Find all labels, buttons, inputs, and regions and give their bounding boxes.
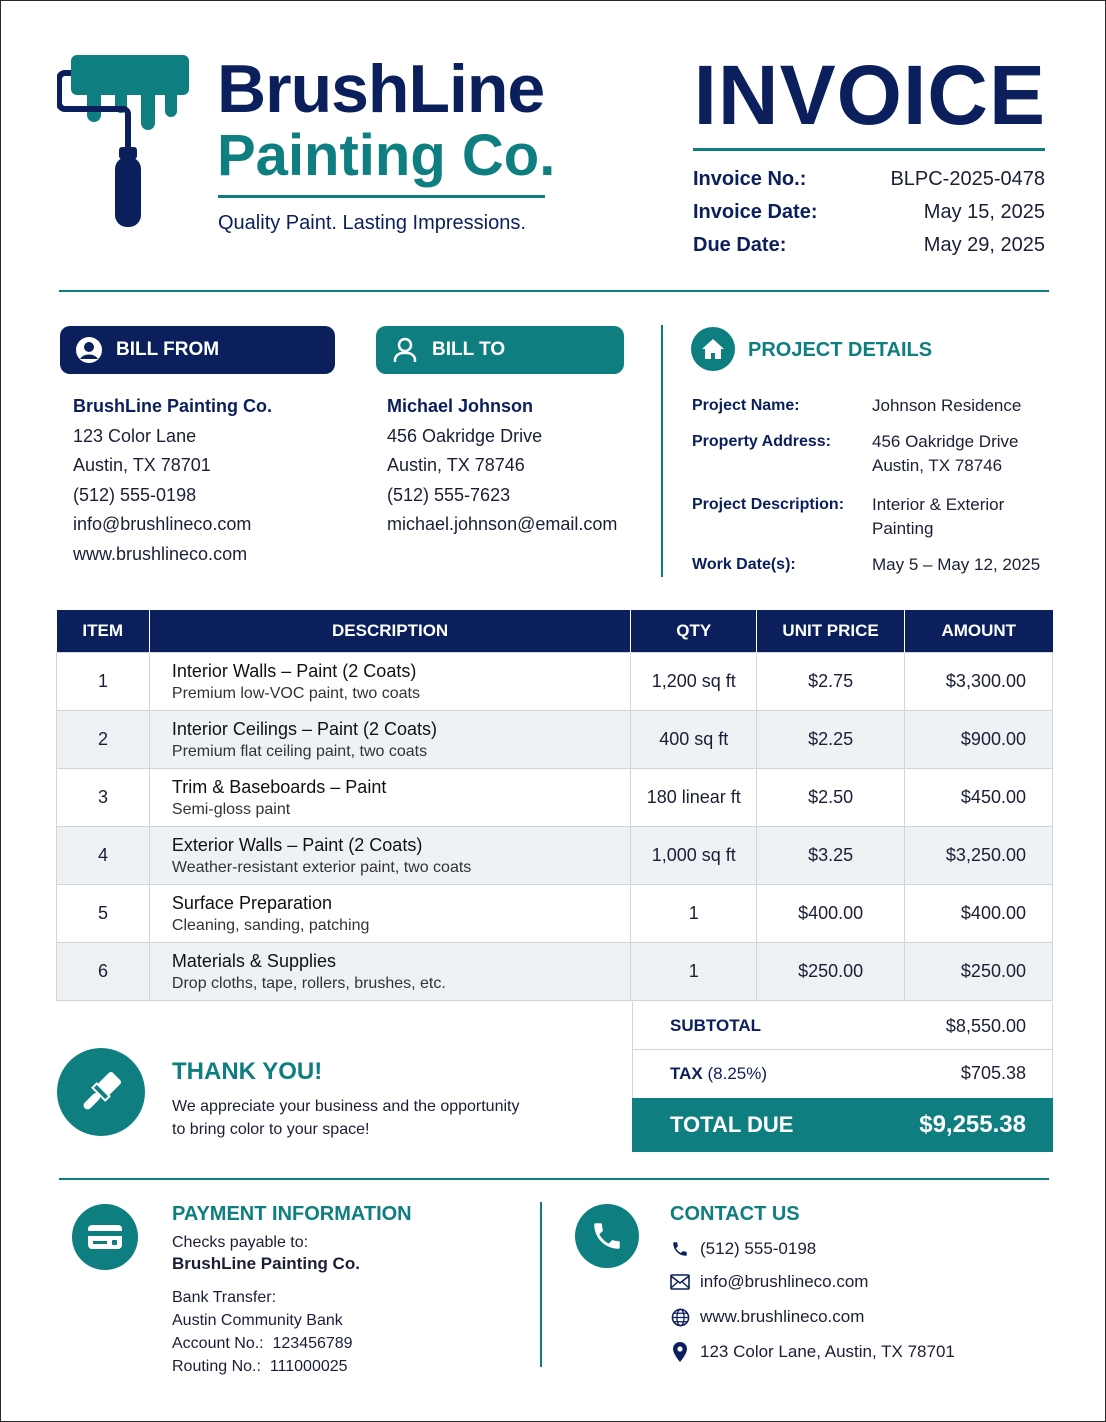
thank-you-title: THANK YOU! <box>172 1058 323 1085</box>
project-name-label: Project Name: <box>692 397 800 414</box>
checks-payable-label: Checks payable to: <box>172 1234 309 1251</box>
phone-small-icon <box>669 1238 691 1260</box>
item-unit-price: $2.75 <box>757 653 905 711</box>
thank-you-line: to bring color to your space! <box>172 1121 370 1138</box>
invoice-date-value: May 15, 2025 <box>923 201 1045 223</box>
bill-from-address <box>73 392 272 569</box>
bank-transfer-label: Bank Transfer: <box>172 1289 277 1306</box>
line-items-table <box>56 610 1053 1001</box>
table-row <box>57 653 1053 711</box>
globe-icon <box>669 1306 691 1328</box>
due-date-row <box>693 234 1045 264</box>
contact-website-text: www.brushlineco.com <box>700 1307 865 1326</box>
item-description <box>149 885 630 943</box>
project-description-line: Painting <box>872 519 934 538</box>
item-title: Trim & Baseboards – Paint <box>171 776 387 797</box>
item-number: 1 <box>57 653 150 711</box>
contact-website <box>669 1305 864 1329</box>
property-address-line: Austin, TX 78746 <box>872 456 1003 475</box>
item-qty: 1,000 sq ft <box>631 827 757 885</box>
column-header-qty: QTY <box>631 610 757 653</box>
bill-from-title: BILL FROM <box>116 339 220 360</box>
item-qty: 1 <box>631 885 757 943</box>
phone-icon <box>575 1204 639 1268</box>
item-number: 4 <box>57 827 150 885</box>
item-title: Exterior Walls – Paint (2 Coats) <box>171 834 423 855</box>
bill-to-title: BILL TO <box>432 339 506 360</box>
project-name-text: Johnson Residence <box>872 396 1022 415</box>
project-description-value <box>872 493 1004 541</box>
bank-name: Austin Community Bank <box>172 1312 343 1329</box>
property-address-line: 456 Oakridge Drive <box>872 432 1019 451</box>
envelope-icon <box>669 1271 691 1293</box>
project-description-line: Interior & Exterior <box>872 495 1005 514</box>
footer-divider <box>59 1178 1049 1180</box>
contact-email <box>669 1270 868 1294</box>
bill-from-line: Austin, TX 78701 <box>73 455 211 475</box>
tax-row <box>632 1050 1053 1097</box>
bill-from-line: www.brushlineco.com <box>73 543 248 564</box>
bank-transfer-details <box>172 1286 353 1378</box>
item-detail: Drop cloths, tape, rollers, brushes, etc. <box>171 974 446 992</box>
table-row <box>57 769 1053 827</box>
item-qty: 180 linear ft <box>631 769 757 827</box>
paintbrush-icon <box>57 1048 145 1136</box>
item-description <box>149 653 630 711</box>
invoice-title-divider <box>693 148 1045 151</box>
contact-phone <box>669 1237 816 1261</box>
brand-subtitle: Painting Co. <box>217 123 556 188</box>
bill-to-line: michael.johnson@email.com <box>387 514 618 534</box>
contact-email-text: info@brushlineco.com <box>700 1272 869 1291</box>
checks-payable-name: BrushLine Painting Co. <box>172 1254 360 1273</box>
column-header-unit-price: UNIT PRICE <box>757 610 905 653</box>
user-icon <box>74 335 104 365</box>
thank-you-message <box>172 1095 519 1141</box>
tax-label-text: TAX <box>670 1063 703 1083</box>
project-description-label: Project Description: <box>692 496 845 513</box>
invoice-number-row <box>693 168 1045 198</box>
bill-to-line: (512) 555-7623 <box>387 484 511 505</box>
item-number: 6 <box>57 943 150 1001</box>
item-amount: $250.00 <box>905 943 1053 1001</box>
bill-to-line: 456 Oakridge Drive <box>387 425 543 446</box>
invoice-title: INVOICE <box>693 48 1046 142</box>
brand-name: BrushLine <box>217 51 545 127</box>
property-address-label: Property Address: <box>692 433 831 450</box>
item-amount: $400.00 <box>905 885 1053 943</box>
contact-us-title: CONTACT US <box>670 1203 800 1225</box>
invoice-number-label: Invoice No.: <box>693 168 807 190</box>
item-qty: 1,200 sq ft <box>631 653 757 711</box>
credit-card-icon <box>72 1204 138 1270</box>
routing-number: Routing No.: 111000025 <box>172 1358 348 1375</box>
bill-to-header <box>376 326 624 374</box>
invoice-number-value: BLPC-2025-0478 <box>890 168 1045 190</box>
item-unit-price: $400.00 <box>757 885 905 943</box>
item-qty: 400 sq ft <box>631 711 757 769</box>
contact-phone-text: (512) 555-0198 <box>700 1239 817 1258</box>
item-qty: 1 <box>631 943 757 1001</box>
project-name-value <box>872 394 1021 418</box>
item-title: Materials & Supplies <box>171 950 336 971</box>
item-detail: Semi-gloss paint <box>171 800 291 818</box>
bill-from-line: info@brushlineco.com <box>73 514 252 534</box>
map-pin-icon <box>669 1341 691 1363</box>
subtotal-label: SUBTOTAL <box>670 1016 761 1035</box>
invoice-date-row <box>693 201 1045 231</box>
item-amount: $3,300.00 <box>905 653 1053 711</box>
column-header-amount: AMOUNT <box>905 610 1053 653</box>
property-address-value <box>872 430 1018 478</box>
item-number: 3 <box>57 769 150 827</box>
table-row <box>57 943 1053 1001</box>
paint-roller-icon <box>57 53 197 233</box>
bill-from-line: (512) 555-0198 <box>73 484 197 505</box>
footer-column-divider <box>540 1202 542 1367</box>
project-details-title: PROJECT DETAILS <box>748 339 933 361</box>
brand-divider <box>218 195 545 198</box>
brand-tagline: Quality Paint. Lasting Impressions. <box>218 212 526 234</box>
home-icon <box>691 327 735 371</box>
item-unit-price: $250.00 <box>757 943 905 1001</box>
bill-to-line: Austin, TX 78746 <box>387 455 525 475</box>
subtotal-value: $8,550.00 <box>945 1015 1026 1036</box>
due-date-value: May 29, 2025 <box>923 234 1045 256</box>
item-title: Interior Ceilings – Paint (2 Coats) <box>171 718 438 739</box>
item-amount: $900.00 <box>905 711 1053 769</box>
subtotal-row <box>632 1003 1053 1050</box>
item-number: 5 <box>57 885 150 943</box>
project-divider <box>661 325 663 577</box>
item-detail: Premium low-VOC paint, two coats <box>171 684 420 702</box>
total-due-row <box>632 1098 1053 1152</box>
work-dates-value <box>872 553 1040 577</box>
work-dates-text: May 5 – May 12, 2025 <box>872 555 1041 574</box>
bill-to-address <box>387 392 617 540</box>
tax-label <box>670 1064 767 1084</box>
item-description <box>149 943 630 1001</box>
item-amount: $450.00 <box>905 769 1053 827</box>
table-row <box>57 827 1053 885</box>
item-detail: Cleaning, sanding, patching <box>171 916 370 934</box>
item-amount: $3,250.00 <box>905 827 1053 885</box>
item-title: Interior Walls – Paint (2 Coats) <box>171 660 417 681</box>
table-row <box>57 885 1053 943</box>
contact-address <box>669 1340 955 1364</box>
thank-you-line: We appreciate your business and the opportunity <box>172 1098 520 1115</box>
column-header-item: ITEM <box>57 610 150 653</box>
item-unit-price: $2.50 <box>757 769 905 827</box>
item-number: 2 <box>57 711 150 769</box>
tax-value: $705.38 <box>960 1063 1026 1083</box>
item-title: Surface Preparation <box>171 892 332 913</box>
due-date-label: Due Date: <box>693 234 787 256</box>
user-outline-icon <box>390 335 420 365</box>
invoice-date-label: Invoice Date: <box>693 201 818 223</box>
table-row <box>57 711 1053 769</box>
item-description <box>149 827 630 885</box>
column-header-description: DESCRIPTION <box>149 610 630 653</box>
item-unit-price: $2.25 <box>757 711 905 769</box>
bill-from-header <box>60 326 335 374</box>
account-number: Account No.: 123456789 <box>172 1335 353 1352</box>
total-due-value: $9,255.38 <box>919 1111 1026 1138</box>
header-divider <box>59 290 1049 292</box>
contact-address-text: 123 Color Lane, Austin, TX 78701 <box>700 1342 955 1361</box>
item-unit-price: $3.25 <box>757 827 905 885</box>
item-description <box>149 711 630 769</box>
total-due-label: TOTAL DUE <box>670 1112 794 1137</box>
payment-info-title: PAYMENT INFORMATION <box>172 1203 412 1225</box>
tax-rate: (8.25%) <box>707 1063 768 1083</box>
bill-to-name: Michael Johnson <box>387 396 534 416</box>
bill-from-name: BrushLine Painting Co. <box>73 396 273 416</box>
table-header-row <box>57 610 1053 653</box>
item-detail: Weather-resistant exterior paint, two coats <box>171 858 472 876</box>
work-dates-label: Work Date(s): <box>692 556 796 573</box>
item-detail: Premium flat ceiling paint, two coats <box>171 742 428 760</box>
bill-from-line: 123 Color Lane <box>73 425 197 446</box>
item-description <box>149 769 630 827</box>
